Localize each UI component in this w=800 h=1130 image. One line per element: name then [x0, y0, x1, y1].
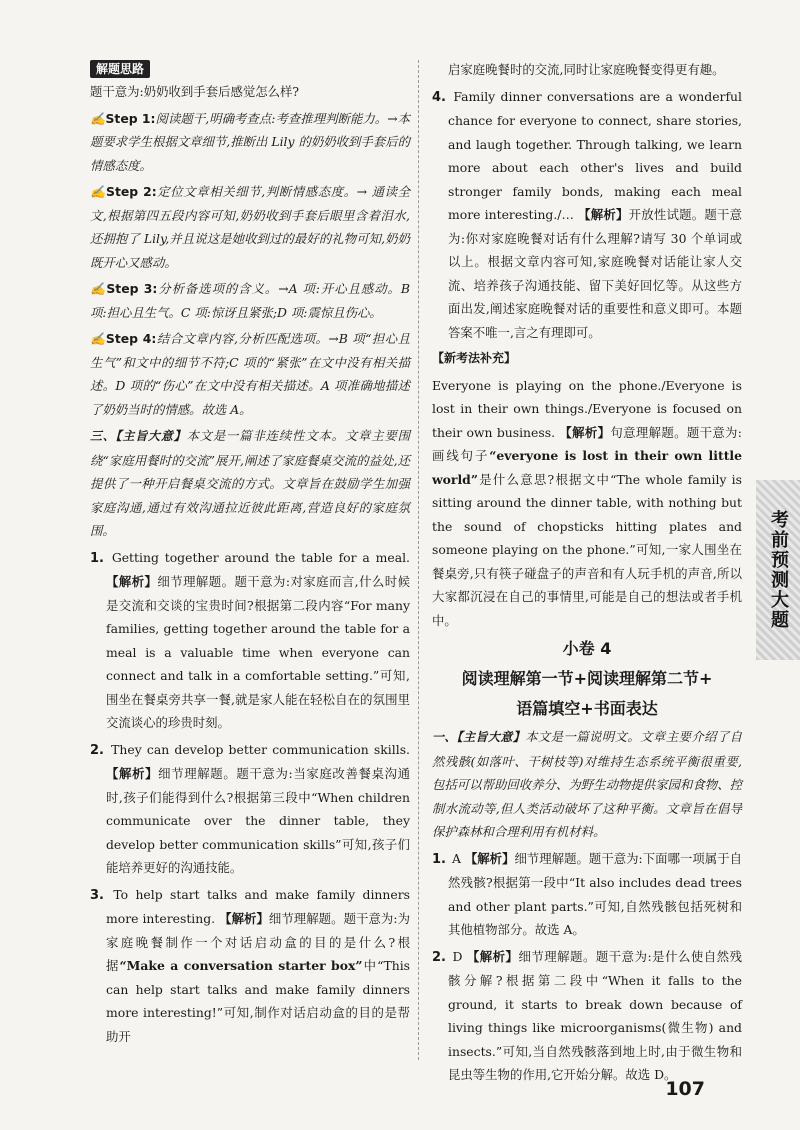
- question-3: 3. To help start talks and make family dinners more interesting. 【解析】细节理解题。题干意为:为家庭晚餐制作一个对话启动盒的目的是什么?根据“Make a conversation starter box”中“This can help start talks and make family dinners more interesting!”可知,制作对话启动盒的目的是帮助开: [90, 886, 411, 1044]
- question-3-continued: 启家庭晚餐时的交流,同时让家庭晚餐变得更有趣。: [448, 62, 725, 77]
- question-1: 1. Getting together around the table for a meal. 【解析】细节理解题。题干意为:对家庭而言,什么时候是交流和交谈的宝贵时间?根据第二段内容“For many families, getting together around the table for a meal is a valuable time when everyone can connect and talk in a comfortable setting.”可知,围坐在餐桌旁共享一餐,就是家人能在轻松自在的氛围里交流谈心的珍贵时刻。: [90, 549, 411, 730]
- step-1: ✍Step 1:阅读题干,明确考查点:考查推理判断能力。→本题要求学生根据文章细节,推断出 Lily 的奶奶收到手套后的情感态度。: [90, 110, 411, 173]
- question-2: 2. They can develop better communication skills. 【解析】细节理解题。题干意为:当家庭改善餐桌沟通时,孩子们能得到什么?根据第三段中“When children communicate over the dinner table, they develop better communication skills”可知,孩子们能培养更好的沟通技能。: [90, 741, 411, 875]
- left-column: [90, 58, 410, 1051]
- step-4: ✍Step 4:结合文章内容,分析匹配选项。→B 项“担心且生气”和文中的细节不符;C 项的“紧张”在文中没有相关描述。D 项的“伤心”在文中没有相关描述。A 项准确地描述了奶奶当时的情感。故选 A。: [90, 331, 411, 417]
- new-method-supplement-title: 【新考法补充】: [432, 351, 517, 365]
- pencil-icon: ✍: [90, 281, 107, 296]
- step-3: ✍Step 3:分析备选项的含义。→A 项:开心且感动。B 项:担心且生气。C 项:惊讶且紧张;D 项:震惊且伤心。: [90, 281, 410, 320]
- pencil-icon: ✍: [90, 331, 106, 346]
- supplement-answer: Everyone is playing on the phone./Everyone is lost in their own things./Everyone is focused on their own business. 【解析】句意理解题。题干意为:画线句子“everyone is lost in their own little world”是什么意思?根据文中“The whole family is sitting around the dinner table, with nothing but the sound of chopsticks hitting plates and someone playing on the phone.”可知,一家人围坐在餐桌旁,只有筷子碰盘子的声音和有人玩手机的声音,所以大家都沉浸在自己的事情里,可能是自己的想法或者手机中。: [432, 377, 743, 628]
- answer-1: 1. A 【解析】细节理解题。题干意为:下面哪一项属于自然残骸?根据第一段中“It also includes dead trees and other plant parts.”可知,自然残骸包括死树和其他植物部分。故选 A。: [432, 850, 742, 937]
- pencil-icon: ✍: [90, 110, 106, 126]
- intro-text: 题干意为:奶奶收到手套后感觉怎么样?: [90, 84, 300, 99]
- pencil-icon: ✍: [90, 184, 107, 199]
- side-tab-label: 考前预测大题: [756, 480, 800, 660]
- paper-subtitle-2: 语篇填空+书面表达: [516, 699, 658, 718]
- section-1-summary: 一、【主旨大意】本文是一篇说明文。文章主要介绍了自然残骸(如落叶、干树枝等)对维持生态系统平衡很重要,包括可以帮助回收养分、为野生动物提供家园和食物、控制水流动等,但人类活动破坏了这种平衡。文章旨在倡导保护森林和合理利用有机材料。: [432, 729, 742, 839]
- page-number: 107: [665, 1078, 705, 1100]
- column-divider: [418, 60, 419, 1060]
- paper-subtitle-1: 阅读理解第一节+阅读理解第二节+: [461, 669, 713, 688]
- answer-2: 2. D 【解析】细节理解题。题干意为:是什么使自然残骸分解?根据第二段中“When it falls to the ground, it starts to break down because of living things like microorganisms(微生物) and insects.”可知,当自然残骸落到地上时,由于微生物和昆虫等生物的作用,它开始分解。故选 D。: [432, 948, 742, 1082]
- question-4: 4. Family dinner conversations are a wonderful chance for everyone to connect, share stories, and laugh together. Through talking, we learn more about each other's lives and build stronger family bonds, making each meal more interesting./… 【解析】开放性试题。题干意为:你对家庭晚餐对话有什么理解?请写 30 个单词或以上。根据文章内容可知,家庭晚餐对话能让家人交流、培养孩子沟通技能、留下美好回忆等。从这些方面出发,阐述家庭晚餐对话的重要性和意义即可。本题答案不唯一,言之有理即可。: [432, 88, 742, 340]
- step-2: ✍Step 2:定位文章相关细节,判断情感态度。→ 通读全文,根据第四五段内容可知,奶奶收到手套后眼里含着泪水,还拥抱了 Lily,并且说这是她收到过的最好的礼物可知,奶奶既开心又感动。: [90, 184, 410, 270]
- right-column: [432, 58, 742, 1090]
- section-3-summary: 三、【主旨大意】本文是一篇非连续性文本。文章主要围绕“家庭用餐时的交流”展开,阐述了家庭餐桌交流的益处,还提供了一种开启餐桌交流的方式。文章旨在鼓励学生加强家庭沟通,通过有效沟通拉近彼此距离,营造良好的家庭氛围。: [90, 428, 410, 538]
- solution-approach-badge: 解题思路: [90, 60, 150, 78]
- paper-title: 小卷 4: [562, 639, 612, 658]
